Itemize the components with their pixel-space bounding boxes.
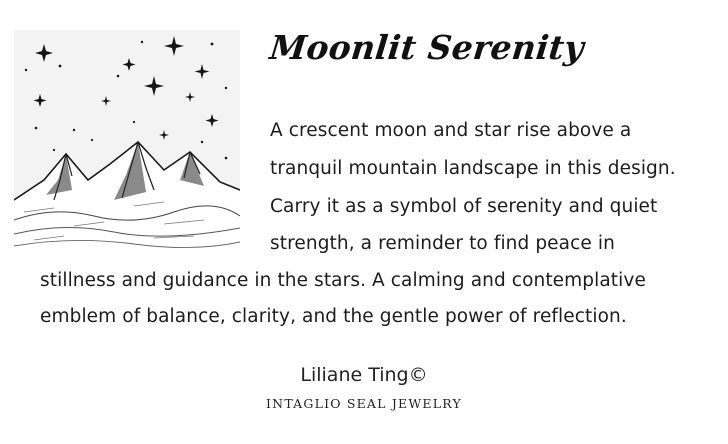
description-line: A crescent moon and star rise above a — [270, 120, 632, 141]
description-line: Carry it as a symbol of serenity and quiet — [270, 196, 658, 217]
description-line: tranquil mountain landscape in this design. — [270, 158, 676, 179]
brand-name: INTAGLIO SEAL JEWELRY — [266, 396, 462, 411]
author-name: Liliane Ting© — [300, 364, 428, 386]
description-line: emblem of balance, clarity, and the gentle power of reflection. — [40, 306, 627, 327]
artwork-illustration — [14, 30, 240, 256]
description-line: strength, a reminder to find peace in — [270, 233, 615, 254]
description-line: stillness and guidance in the stars. A calming and contemplative — [40, 270, 646, 291]
moon-mountains-icon — [14, 30, 240, 256]
page-title: Moonlit Serenity — [267, 28, 586, 67]
